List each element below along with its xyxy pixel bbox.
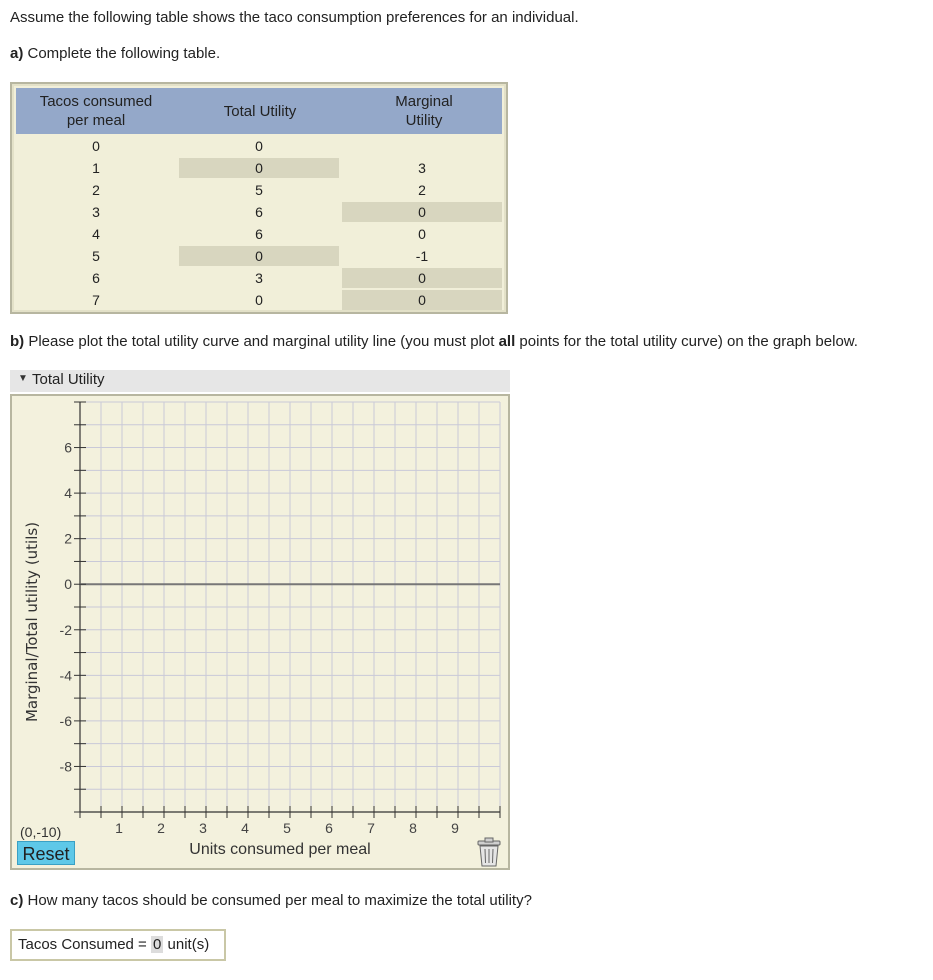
cell-total-utility: 5 xyxy=(255,182,263,198)
cell-total-utility: 0 xyxy=(255,292,263,308)
y-tick-label: 6 xyxy=(64,439,72,456)
graph-title: Total Utility xyxy=(32,371,105,388)
part-b-prompt: b) Please plot the total utility curve and marginal utility line (you must plot all points for the total utility curve) on the graph below. xyxy=(10,333,858,350)
part-c-label: c) xyxy=(10,892,24,909)
answer-prefix: Tacos Consumed = xyxy=(18,936,151,953)
y-tick-label: 4 xyxy=(64,485,72,502)
x-tick-label: 6 xyxy=(325,820,333,836)
graph-collapse-toggle[interactable] xyxy=(10,370,510,392)
part-c-prompt xyxy=(10,892,532,909)
y-tick-label: -4 xyxy=(59,667,72,684)
cell-tacos: 6 xyxy=(92,270,100,286)
y-tick-label: -8 xyxy=(59,758,72,775)
marginal-utility-input[interactable]: 0 xyxy=(342,202,502,222)
marginal-utility-input[interactable]: 0 xyxy=(342,290,502,310)
y-axis-label: Marginal/Total utility (utils) xyxy=(23,521,41,723)
part-a-prompt xyxy=(10,45,220,62)
cell-marginal-utility xyxy=(342,136,502,156)
cell-total-utility: 6 xyxy=(255,204,263,220)
cell-total-utility: 3 xyxy=(255,270,263,286)
answer-input[interactable]: 0 xyxy=(153,936,162,953)
header-tacos: Tacos consumed per meal xyxy=(39,93,153,129)
cell-total-utility: 0 xyxy=(255,138,263,154)
part-b-label: b) xyxy=(10,333,25,350)
cell-tacos: 3 xyxy=(92,204,100,220)
x-tick-label: 9 xyxy=(451,820,459,836)
table-header xyxy=(16,88,502,134)
header-marginal-utility: Marginal Utility xyxy=(395,93,453,129)
y-tick-label: 2 xyxy=(64,530,72,547)
x-axis-label: Units consumed per meal xyxy=(189,841,371,858)
y-tick-label: 0 xyxy=(64,576,72,593)
answer-box xyxy=(10,929,226,961)
x-tick-label: 7 xyxy=(367,820,375,836)
x-tick-label: 4 xyxy=(241,820,249,836)
x-tick-label: 5 xyxy=(283,820,291,836)
cell-marginal-utility: 3 xyxy=(418,160,426,176)
reset-button[interactable]: Reset xyxy=(17,841,75,865)
cell-marginal-utility: 2 xyxy=(418,182,426,198)
utility-graph[interactable] xyxy=(10,394,510,870)
trash-icon[interactable] xyxy=(473,836,505,868)
y-tick-label: -6 xyxy=(59,712,72,729)
coordinate-readout: (0,-10) xyxy=(20,824,62,840)
utility-table xyxy=(10,82,508,314)
cell-tacos: 2 xyxy=(92,182,100,198)
marginal-utility-input[interactable]: 0 xyxy=(342,268,502,288)
cell-tacos: 7 xyxy=(92,292,100,308)
y-tick-label: -2 xyxy=(59,621,72,638)
x-tick-label: 8 xyxy=(409,820,417,836)
x-tick-label: 2 xyxy=(157,820,165,836)
caret-down-icon: ▼ xyxy=(18,373,28,384)
part-c-text: How many tacos should be consumed per meal to maximize the total utility? xyxy=(23,892,532,909)
cell-total-utility: 6 xyxy=(255,226,263,242)
part-a-label: a) xyxy=(10,45,24,62)
x-tick-label: 3 xyxy=(199,820,207,836)
answer-suffix: unit(s) xyxy=(163,936,210,953)
cell-tacos: 1 xyxy=(92,160,100,176)
part-b-bold: all xyxy=(498,333,516,350)
part-a-text: Complete the following table. xyxy=(23,45,221,62)
x-tick-label: 1 xyxy=(115,820,123,836)
cell-marginal-utility: -1 xyxy=(415,248,429,264)
intro-text: Assume the following table shows the taco consumption preferences for an individual. xyxy=(10,9,579,26)
header-total-utility: Total Utility xyxy=(223,102,297,120)
total-utility-input[interactable]: 0 xyxy=(179,158,339,178)
cell-tacos: 0 xyxy=(92,138,100,154)
cell-tacos: 5 xyxy=(92,248,100,264)
cell-tacos: 4 xyxy=(92,226,100,242)
total-utility-input[interactable]: 0 xyxy=(179,246,339,266)
cell-marginal-utility: 0 xyxy=(418,226,426,242)
